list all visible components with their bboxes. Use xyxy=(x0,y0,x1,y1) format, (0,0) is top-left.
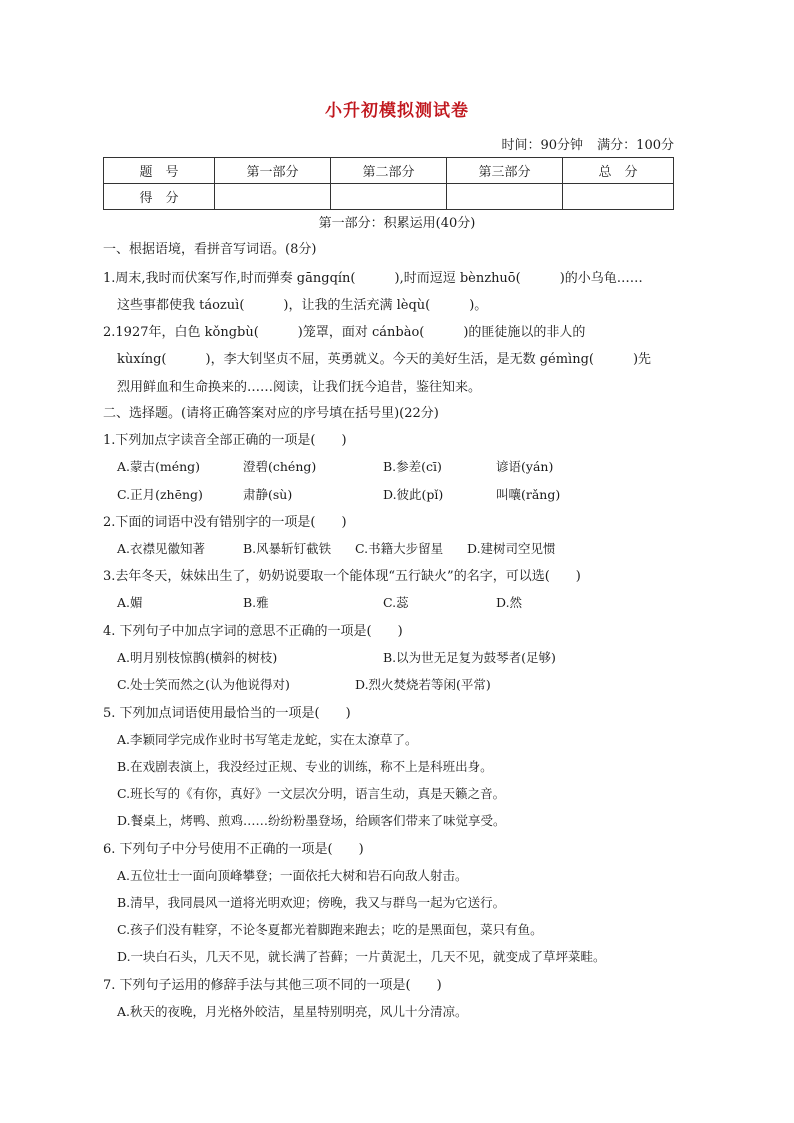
score-blank-cell[interactable] xyxy=(331,184,447,210)
q1-option-a2: 澄碧(chéng) xyxy=(243,459,317,474)
q5-option-b: B.在戏剧表演上，我没经过正规、专业的训练，称不上是科班出身。 xyxy=(117,759,493,774)
q4-option-d: D.烈火焚烧若等闲(平常) xyxy=(355,677,491,692)
section1-heading: 一、根据语境，看拼音写词语。(8分) xyxy=(103,242,317,257)
q6-option-c: C.孩子们没有鞋穿，不论冬夏都光着脚跑来跑去；吃的是黑面包，菜只有鱼。 xyxy=(117,922,543,937)
score-header-cell: 第三部分 xyxy=(447,158,563,184)
score-header-cell: 第二部分 xyxy=(331,158,447,184)
s1-q2-line2: kùxíng( )，李大钊坚贞不屈，英勇就义。今天的美好生活，是无数 gémìng( )先 xyxy=(117,352,652,367)
q5-option-a: A.李颖同学完成作业时书写笔走龙蛇，实在太潦草了。 xyxy=(117,732,418,747)
s1-q2-line1: 2.1927年，白色 kǒngbù( )笼罩，面对 cánbào( )的匪徒施以的非人的 xyxy=(103,325,586,340)
s2-q4: 4. 下列句子中加点字词的意思不正确的一项是( ) xyxy=(103,624,403,639)
score-header-cell: 第一部分 xyxy=(215,158,331,184)
full-score: 满分：100分 xyxy=(597,138,674,153)
q6-option-a: A.五位壮士一面向顶峰攀登；一面依托大树和岩石向敌人射击。 xyxy=(117,868,468,883)
score-blank-cell[interactable] xyxy=(563,184,674,210)
score-blank-cell[interactable] xyxy=(215,184,331,210)
part1-heading: 第一部分：积累运用(40分) xyxy=(318,216,476,231)
page-title: 小升初模拟测试卷 xyxy=(325,101,469,121)
s2-q3: 3.去年冬天，妹妹出生了，奶奶说要取一个能体现“五行缺火”的名字，可以选( ) xyxy=(103,569,581,584)
q1-option-c1: C.正月(zhēng) xyxy=(117,487,203,502)
q1-option-a1: A.蒙古(méng) xyxy=(117,459,201,474)
q2-option-d: D.建树司空见惯 xyxy=(467,541,556,556)
q6-option-d: D.一块白石头，几天不见，就长满了苔藓；一片黄泥土，几天不见，就变成了草坪菜畦。 xyxy=(117,949,606,964)
q3-option-d: D.然 xyxy=(496,595,523,610)
q2-option-a: A.衣襟见徽知著 xyxy=(117,541,206,556)
exam-meta xyxy=(491,134,674,153)
section2-heading: 二、选择题。(请将正确答案对应的序号填在括号里)(22分) xyxy=(103,406,439,421)
score-header-cell: 总 分 xyxy=(563,158,674,184)
time-limit: 时间：90分钟 xyxy=(501,138,584,153)
s1-q1-line2: 这些事都使我 táozuì( )，让我的生活充满 lèqù( )。 xyxy=(117,298,488,313)
q2-option-b: B.风暴斩钉截铁 xyxy=(243,541,332,556)
s1-q1-line1: 1.周末,我时而伏案写作,时而弹奏 gāngqín( ),时而逗逗 bènzhuō( )的小乌龟…… xyxy=(103,271,643,286)
s1-q2-line3: 烈用鲜血和生命换来的……阅读，让我们抚今追昔，鉴往知来。 xyxy=(117,380,482,395)
score-table-score-row xyxy=(104,184,674,210)
q4-option-c: C.处士笑而然之(认为他说得对) xyxy=(117,677,290,692)
q7-option-a: A.秋天的夜晚，月光格外皎洁，星星特别明亮，风儿十分清凉。 xyxy=(117,1004,468,1019)
s2-q1: 1.下列加点字读音全部正确的一项是( ) xyxy=(103,433,347,448)
q1-option-d2: 叫嚷(rǎng) xyxy=(496,487,561,502)
q1-option-c2: 肃静(sù) xyxy=(243,487,293,502)
q1-option-d1: D.彼此(pǐ) xyxy=(383,487,444,502)
s2-q5: 5. 下列加点词语使用最恰当的一项是( ) xyxy=(103,706,351,721)
q5-option-c: C.班长写的《有你，真好》一文层次分明，语言生动，真是天籁之音。 xyxy=(117,786,506,801)
score-table-header-row xyxy=(104,158,674,184)
score-blank-cell[interactable] xyxy=(447,184,563,210)
q1-option-b1: B.参差(cī) xyxy=(383,459,442,474)
q2-option-c: C.书籍大步留星 xyxy=(355,541,444,556)
score-header-cell: 题 号 xyxy=(104,158,215,184)
score-table xyxy=(103,157,674,210)
s2-q7: 7. 下列句子运用的修辞手法与其他三项不同的一项是( ) xyxy=(103,978,442,993)
q3-option-a: A.媚 xyxy=(117,595,143,610)
q4-option-b: B.以为世无足复为鼓琴者(足够) xyxy=(383,650,556,665)
q5-option-d: D.餐桌上，烤鸭、煎鸡……纷纷粉墨登场，给顾客们带来了味觉享受。 xyxy=(117,813,506,828)
s2-q2: 2.下面的词语中没有错别字的一项是( ) xyxy=(103,515,347,530)
s2-q6: 6. 下列句子中分号使用不正确的一项是( ) xyxy=(103,842,364,857)
q3-option-c: C.蕊 xyxy=(383,595,409,610)
q4-option-a: A.明月别枝惊鹊(横斜的树枝) xyxy=(117,650,278,665)
q6-option-b: B.清早，我同晨风一道将光明欢迎；傍晚，我又与群鸟一起为它送行。 xyxy=(117,895,506,910)
q3-option-b: B.雅 xyxy=(243,595,269,610)
q1-option-b2: 谚语(yán) xyxy=(496,459,554,474)
score-row-label: 得 分 xyxy=(104,184,215,210)
